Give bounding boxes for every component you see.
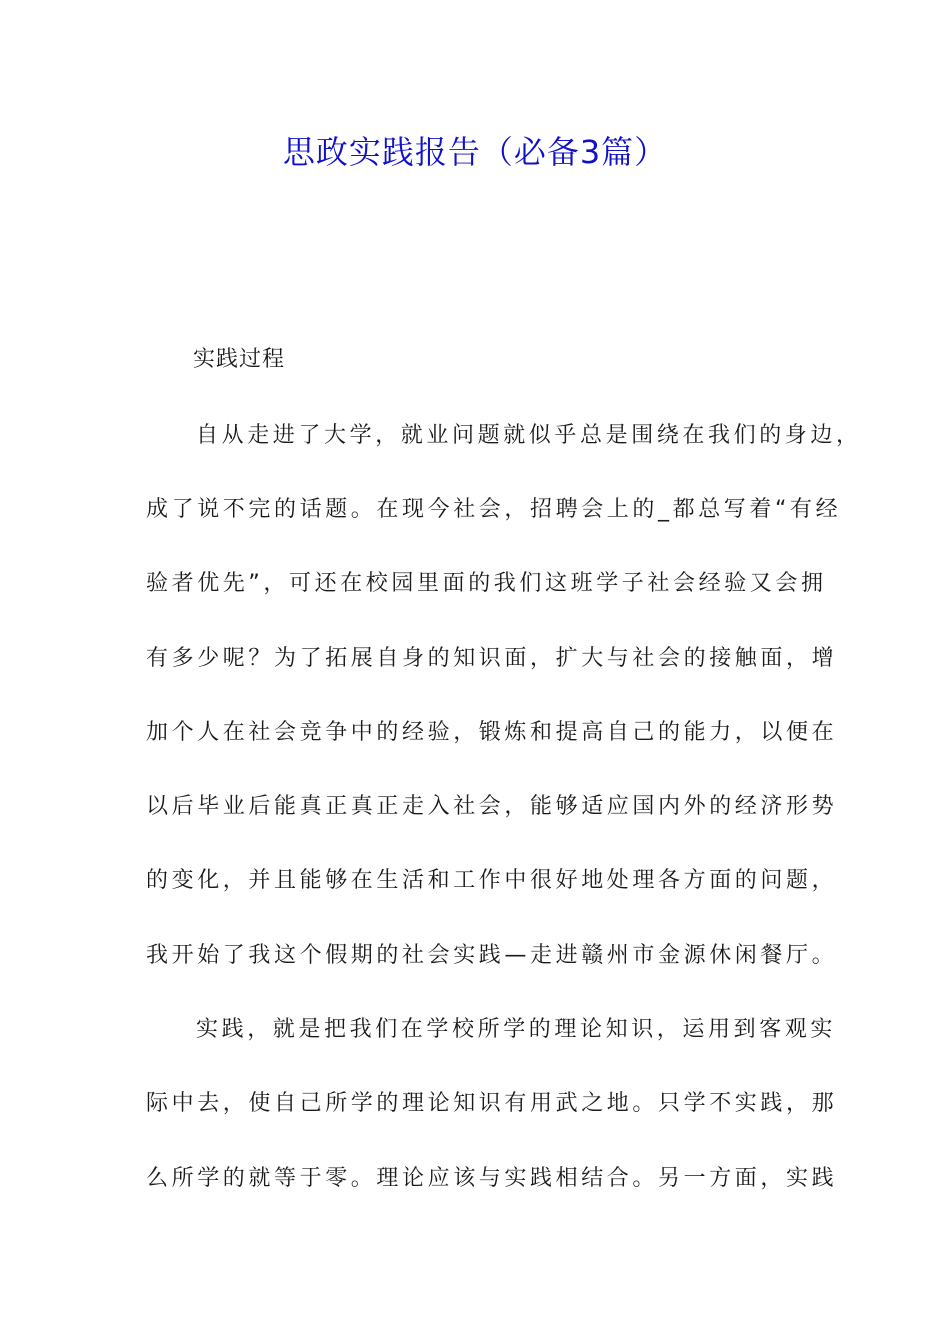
paragraph2-line-3: 么所学的就等于零。理论应该与实践相结合。另一方面，实践 <box>146 1166 838 1191</box>
paragraph1-line-8: 我开始了我这个假期的社会实践—走进赣州市金源休闲餐厅。 <box>146 943 838 968</box>
paragraph2-line-1: 实践，就是把我们在学校所学的理论知识，运用到客观实 <box>196 1017 837 1042</box>
paragraph1-line-7: 的变化，并且能够在生活和工作中很好地处理各方面的问题， <box>146 868 838 893</box>
paragraph1-line-1: 自从走进了大学，就业问题就似乎总是围绕在我们的身边， <box>196 423 862 448</box>
section-heading: 实践过程 <box>193 347 286 372</box>
paragraph1-line-5: 加个人在社会竞争中的经验，锻炼和提高自己的能力，以便在 <box>146 720 838 745</box>
paragraph1-line-4: 有多少呢？为了拓展自身的知识面，扩大与社会的接触面，增 <box>146 646 838 671</box>
document-title: 思政实践报告（必备3篇） <box>282 133 668 171</box>
paragraph2-line-2: 际中去，使自己所学的理论知识有用武之地。只学不实践，那 <box>146 1091 838 1116</box>
paragraph1-line-2: 成了说不完的话题。在现今社会，招聘会上的_都总写着“有经 <box>146 497 842 522</box>
paragraph1-line-6: 以后毕业后能真正真正走入社会，能够适应国内外的经济形势 <box>146 794 838 819</box>
paragraph1-line-3: 验者优先”，可还在校园里面的我们这班学子社会经验又会拥 <box>146 571 827 596</box>
